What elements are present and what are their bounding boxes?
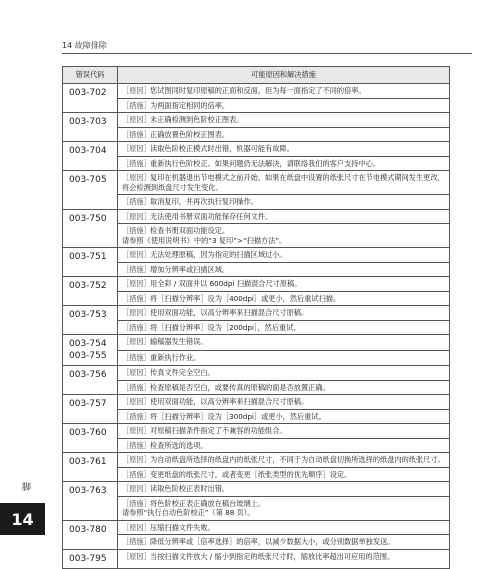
line-text: 正确放置色阶校正图表。 — [150, 129, 230, 139]
line-tag: ［原因］ — [122, 115, 151, 124]
cause-or-measure-cell — [118, 320, 450, 335]
cause-or-measure-cell — [118, 142, 450, 157]
line-tag: ［措施］ — [122, 226, 151, 235]
table-row — [63, 209, 450, 224]
line-text: 对原稿扫描条件指定了不兼容的功能组合。 — [150, 426, 287, 435]
table-row — [63, 127, 450, 142]
line-tag: ［措施］ — [122, 469, 151, 479]
table-row — [63, 262, 450, 277]
cause-or-measure-cell — [118, 195, 450, 210]
table-row — [63, 195, 450, 210]
cause-or-measure-cell — [118, 262, 450, 277]
table-row — [63, 306, 450, 321]
side-label: 脚 — [22, 483, 32, 493]
table-row — [63, 171, 450, 195]
table-row — [63, 424, 450, 439]
cause-or-measure-cell — [118, 127, 450, 142]
line-tag: ［原因］ — [122, 86, 151, 95]
header-rule — [62, 53, 472, 54]
table-header-row — [63, 67, 450, 84]
line-tag: ［措施］ — [122, 158, 151, 168]
cause-or-measure-cell — [118, 209, 450, 224]
line-text: 增加分辨率或扫描区域。 — [150, 264, 230, 274]
error-code: 003-780 — [63, 520, 118, 549]
line-text: 无法使用书册双面功能保存任何文件。 — [150, 211, 273, 221]
error-code: 003-760 — [63, 424, 118, 453]
line-text: 变更纸盘的纸张尺寸，或者变更［纸张类型的优先顺序］设定。 — [150, 469, 352, 479]
line-text: 检查书册双面功能设定。 — [150, 226, 230, 235]
line-tag: ［措施］ — [122, 322, 151, 332]
table-row — [63, 482, 450, 497]
cause-or-measure-cell — [118, 277, 450, 292]
line-text: 未正确检测到色阶校正图表。 — [150, 115, 244, 124]
table-row — [63, 453, 450, 468]
table-row — [63, 84, 450, 99]
line-tag: ［原因］ — [122, 522, 151, 532]
table-row — [63, 366, 450, 381]
line-text: 取消复印，并再次执行复印操作。 — [150, 197, 258, 206]
table-row — [63, 113, 450, 128]
line-tag: ［措施］ — [122, 352, 151, 362]
error-code: 003-702 — [63, 84, 118, 113]
table-row — [63, 350, 450, 366]
line-text: 将色阶校正表正确放在稿台玻璃上。 — [150, 498, 266, 508]
table-row — [63, 98, 450, 113]
table-row — [63, 277, 450, 292]
cause-or-measure-cell — [118, 171, 450, 195]
cause-or-measure-cell — [118, 350, 450, 366]
column-header-code: 错误代码 — [63, 67, 118, 84]
line-tag: ［原因］ — [122, 173, 151, 182]
line-tag: ［措施］ — [122, 498, 151, 508]
line-tag: ［原因］ — [122, 144, 151, 153]
cause-or-measure-cell — [118, 453, 450, 468]
cause-or-measure-cell — [118, 535, 450, 550]
error-code: 003-795 — [63, 549, 118, 568]
cause-or-measure-cell — [118, 438, 450, 453]
line-tag: ［原因］ — [122, 397, 151, 406]
error-code: 003-752 — [63, 277, 118, 306]
error-code: 003-750 — [63, 209, 118, 248]
line-text: 读取色阶校正表时出错。 — [150, 484, 230, 493]
line-tag: ［原因］ — [122, 368, 151, 377]
line-text: 传真文件完全空白。 — [150, 368, 215, 377]
line-tag: ［原因］ — [122, 308, 151, 317]
line-tag: ［原因］ — [122, 337, 151, 346]
cause-or-measure-cell — [118, 520, 450, 535]
line-text: 使用双面功能，以高分辨率来扫描混合尺寸原稿。 — [150, 308, 309, 317]
cause-or-measure-cell — [118, 98, 450, 113]
table-row — [63, 395, 450, 410]
line-tag: ［原因］ — [122, 211, 151, 221]
line-tag: ［措施］ — [122, 129, 151, 139]
line-text: 降低分辨率或［倍率选择］的倍率，以减少数据大小，或分别数据单独发送。 — [150, 537, 395, 546]
line-tag: ［原因］ — [122, 551, 151, 561]
table-row — [63, 156, 450, 171]
table-row — [63, 535, 450, 550]
line-text: 无法处理原稿，因为指定的扫描区域过小。 — [150, 250, 287, 259]
line-text: 将［扫描分辨率］设为［200dpi］，然后重试。 — [150, 322, 301, 332]
line-tag: ［措施］ — [122, 440, 151, 450]
line-text: 重新执行作业。 — [150, 352, 201, 362]
line-text: 检查所选的选项。 — [150, 440, 208, 450]
error-code: 003-756 — [63, 366, 118, 395]
page-header: 14 故障排除 — [62, 41, 107, 50]
table-row — [63, 335, 450, 351]
cause-or-measure-cell — [118, 549, 450, 568]
error-code: 003-757 — [63, 395, 118, 424]
cause-or-measure-cell — [118, 84, 450, 99]
line-text: 用全彩 / 双面并以 600dpi 扫描混合尺寸原稿。 — [150, 279, 302, 288]
table-row — [63, 291, 450, 306]
error-code: 003-763 — [63, 482, 118, 521]
table-row — [63, 142, 450, 157]
line-text: 为自动纸盘所选择的纸盘内的纸张尺寸，不同于为自动纸盘切换所选择的纸盘内的纸张尺寸。 — [150, 455, 445, 464]
table-row — [63, 248, 450, 263]
line-tag: ［原因］ — [122, 455, 151, 464]
error-code: 003-705 — [63, 171, 118, 210]
cause-or-measure-cell — [118, 248, 450, 263]
table-row — [63, 224, 450, 248]
table-row — [63, 467, 450, 482]
cause-or-measure-cell — [118, 224, 450, 248]
line-text: 您试图同时复印原稿的正面和反面，但为每一面指定了不同的倍率。 — [150, 86, 366, 95]
line-text: 读取色阶校正模式时出错，机器可能有故障。 — [150, 144, 294, 153]
table-row — [63, 520, 450, 535]
line-text: 重新执行色阶校正。如果问题仍无法解决，请联络我们的客户支持中心。 — [150, 158, 381, 168]
table-row — [63, 496, 450, 520]
cause-or-measure-cell — [118, 424, 450, 439]
table-row — [63, 320, 450, 335]
reference-note: 请参照《使用说明书》中的“3 复印”>“扫描方法”。 — [122, 235, 287, 245]
line-tag: ［措施］ — [122, 293, 151, 303]
line-text: 检查原稿是否空白，或要传真的原稿的面是否放置正确。 — [150, 382, 330, 392]
line-text: 将［扫描分辨率］设为［300dpi］或更小，然后重试。 — [150, 411, 326, 421]
cause-or-measure-cell — [118, 113, 450, 128]
error-code: 003-753 — [63, 306, 118, 335]
line-tag: ［措施］ — [122, 264, 151, 274]
error-code-table — [62, 66, 450, 569]
error-code: 003-754 003-755 — [63, 335, 118, 366]
line-text: 压缩扫描文件失败。 — [150, 522, 215, 532]
line-tag: ［措施］ — [122, 197, 151, 206]
cause-or-measure-cell — [118, 366, 450, 381]
cause-or-measure-cell — [118, 380, 450, 395]
line-text: 使用双面功能，以高分辨率来扫描混合尺寸原稿。 — [150, 397, 309, 406]
error-code: 003-751 — [63, 248, 118, 277]
line-text: 复印在机器退出节电模式之前开始。如果在纸盘中设置的纸张尺寸在节电模式期间发生更改，将会检测到纸盘尺寸发生变化。 — [122, 173, 445, 192]
cause-or-measure-cell — [118, 409, 450, 424]
cause-or-measure-cell — [118, 335, 450, 351]
table-row — [63, 549, 450, 568]
column-header-causes: 可能原因和解决措施 — [118, 67, 450, 84]
table-row — [63, 438, 450, 453]
cause-or-measure-cell — [118, 467, 450, 482]
cause-or-measure-cell — [118, 291, 450, 306]
cause-or-measure-cell — [118, 496, 450, 520]
cause-or-measure-cell — [118, 395, 450, 410]
line-text: 将［扫描分辨率］设为［400dpi］或更小，然后重试扫描。 — [150, 293, 341, 303]
line-tag: ［原因］ — [122, 484, 151, 493]
line-tag: ［措施］ — [122, 100, 151, 110]
cause-or-measure-cell — [118, 306, 450, 321]
error-code: 003-761 — [63, 453, 118, 482]
line-tag: ［措施］ — [122, 382, 151, 392]
line-text: 当按扫描文件放大 / 缩小到指定的纸张尺寸时，缩放比率超出可应用的范围。 — [150, 551, 395, 561]
line-tag: ［措施］ — [122, 411, 151, 421]
cause-or-measure-cell — [118, 156, 450, 171]
line-tag: ［原因］ — [122, 250, 151, 259]
line-tag: ［原因］ — [122, 279, 151, 288]
table-row — [63, 409, 450, 424]
reference-note: 请参照“执行自动色阶校正”（第 88 页）。 — [122, 508, 255, 517]
error-code: 003-704 — [63, 142, 118, 171]
chapter-tab: 14 — [0, 503, 45, 535]
table-row — [63, 380, 450, 395]
line-tag: ［原因］ — [122, 426, 151, 435]
line-tag: ［措施］ — [122, 537, 151, 546]
cause-or-measure-cell — [118, 482, 450, 497]
line-text: 输稿器发生错误。 — [150, 337, 208, 346]
error-code: 003-703 — [63, 113, 118, 142]
line-text: 为两面指定相同的倍率。 — [150, 100, 230, 110]
